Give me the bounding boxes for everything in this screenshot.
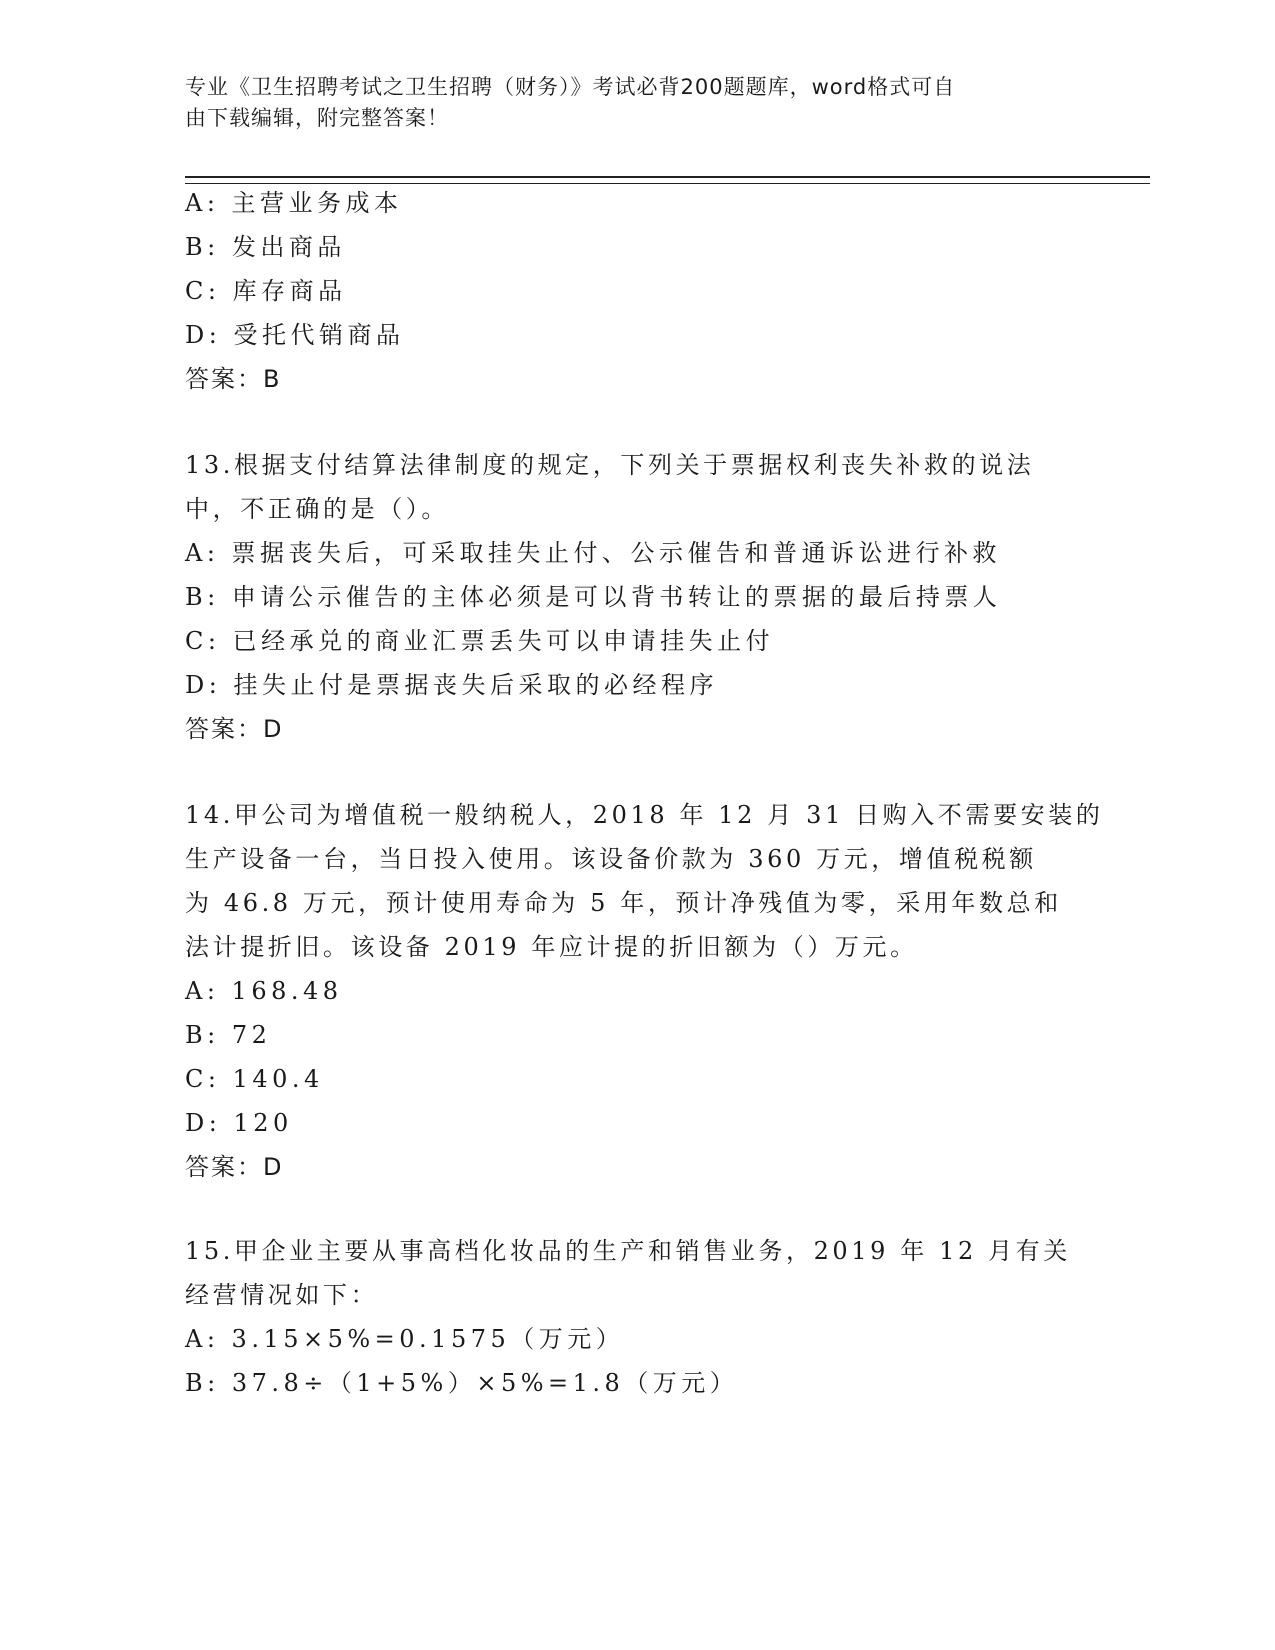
q13-answer: 答案：D bbox=[185, 715, 284, 743]
q14-option-d: D: 120 bbox=[185, 1109, 293, 1137]
q15-text-line-2: 经营情况如下： bbox=[185, 1281, 379, 1309]
q13-text-line-1: 13.根据支付结算法律制度的规定，下列关于票据权利丧失补救的说法 bbox=[185, 451, 1035, 479]
q15-option-b: B: 37.8÷（1+5%）×5%=1.8（万元） bbox=[185, 1369, 739, 1397]
q13-option-c: C: 已经承兑的商业汇票丢失可以申请挂失止付 bbox=[185, 627, 775, 655]
q13-option-a: A: 票据丧失后，可采取挂失止付、公示催告和普通诉讼进行补救 bbox=[185, 539, 1002, 567]
q13-option-d: D: 挂失止付是票据丧失后采取的必经程序 bbox=[185, 671, 718, 699]
header-line-2: 由下载编辑，附完整答案！ bbox=[185, 106, 449, 130]
document-header bbox=[185, 72, 1065, 134]
q14-text-line-4: 法计提折旧。该设备 2019 年应计提的折旧额为（）万元。 bbox=[185, 933, 918, 961]
prev-option-b: B: 发出商品 bbox=[185, 233, 346, 261]
q13-text-line-2: 中，不正确的是（）。 bbox=[185, 495, 449, 523]
q14-answer: 答案：D bbox=[185, 1153, 284, 1181]
header-divider-thick bbox=[185, 176, 1150, 178]
q14-option-c: C: 140.4 bbox=[185, 1065, 324, 1093]
q13-option-b: B: 申请公示催告的主体必须是可以背书转让的票据的最后持票人 bbox=[185, 583, 1002, 611]
prev-option-c: C: 库存商品 bbox=[185, 277, 347, 305]
q15-option-a: A: 3.15×5%=0.1575（万元） bbox=[185, 1325, 625, 1353]
header-divider-thin bbox=[185, 183, 1150, 184]
prev-option-d: D: 受托代销商品 bbox=[185, 321, 405, 349]
header-line-1: 专业《卫生招聘考试之卫生招聘（财务）》考试必背200题题库，word格式可自 bbox=[185, 75, 956, 99]
q14-text-line-2: 生产设备一台，当日投入使用。该设备价款为 360 万元，增值税税额 bbox=[185, 845, 1037, 873]
q14-option-a: A: 168.48 bbox=[185, 977, 343, 1005]
q14-text-line-3: 为 46.8 万元，预计使用寿命为 5 年，预计净残值为零，采用年数总和 bbox=[185, 889, 1062, 917]
prev-option-a: A: 主营业务成本 bbox=[185, 189, 403, 217]
q14-option-b: B: 72 bbox=[185, 1021, 272, 1049]
q14-text-line-1: 14.甲公司为增值税一般纳税人，2018 年 12 月 31 日购入不需要安装的 bbox=[185, 801, 1104, 829]
prev-answer: 答案：B bbox=[185, 365, 282, 393]
q15-text-line-1: 15.甲企业主要从事高档化妆品的生产和销售业务，2019 年 12 月有关 bbox=[185, 1237, 1071, 1265]
